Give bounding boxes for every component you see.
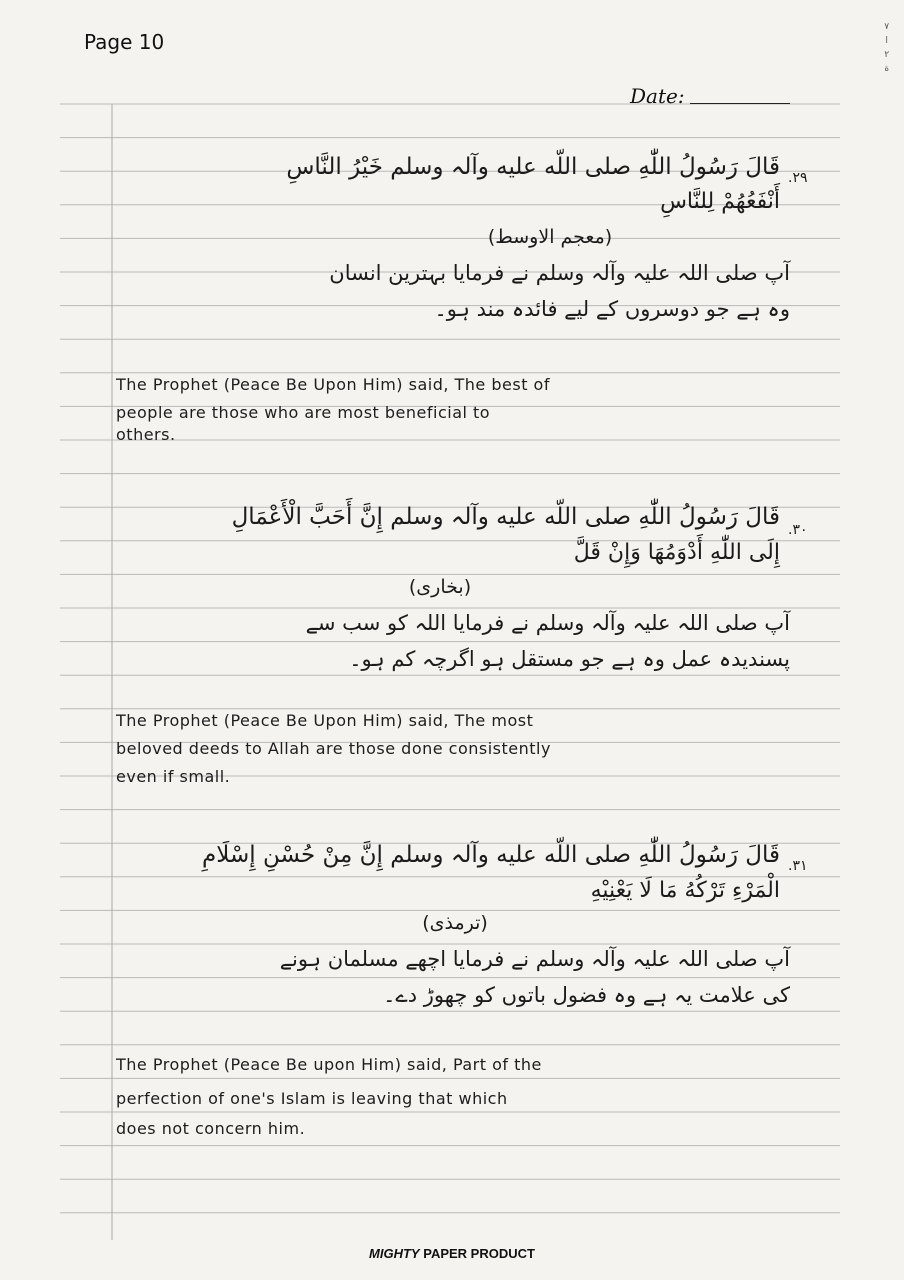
hadith-number: ۳۰.: [788, 522, 808, 538]
urdu-translation-line: پسندیدہ عمل وہ ہے جو مستقل ہو اگرچہ کم ہو۔: [349, 647, 790, 671]
edge-marks: [884, 20, 898, 76]
english-translation-line: does not concern him.: [116, 1119, 306, 1138]
arabic-text-line: إِلَى اللّٰهِ أَدْوَمُهَا وَإِنْ قَلَّ: [573, 540, 780, 565]
brand-name: MIGHTY: [369, 1246, 420, 1261]
english-translation-line: The Prophet (Peace Be upon Him) said, Part of the: [116, 1055, 542, 1074]
urdu-translation-line: کی علامت یہ ہے وہ فضول باتوں کو چھوڑ دے۔: [383, 983, 790, 1007]
english-translation-line: perfection of one's Islam is leaving that which: [116, 1089, 508, 1108]
edge-mark: ۷: [884, 22, 890, 32]
hadith-source: (معجم الاوسط): [487, 226, 613, 248]
notebook-brand-footer: [0, 1246, 904, 1261]
urdu-translation-line: آپ صلی اللہ علیہ وآلہ وسلم نے فرمایا بہترین انسان: [329, 261, 790, 285]
english-translation-line: beloved deeds to Allah are those done consistently: [116, 739, 551, 758]
edge-mark: ا: [884, 36, 890, 46]
hadith-source: (ترمذی): [422, 912, 488, 934]
hadith-number: ۲۹.: [788, 170, 808, 186]
ruled-sheet: [60, 70, 840, 1270]
urdu-translation-line: آپ صلی اللہ علیہ وآلہ وسلم نے فرمایا اللہ کو سب سے: [305, 611, 790, 635]
arabic-text-line: الْمَرْءِ تَرْکُهُ مَا لَا یَعْنِیْهِ: [590, 878, 780, 903]
arabic-text-line: قَالَ رَسُولُ اللّٰهِ صلی اللّه علیه وآلہ وسلم إِنَّ مِنْ حُسْنِ إِسْلَامِ: [202, 842, 780, 868]
date-label: Date:: [630, 84, 685, 108]
arabic-text-line: قَالَ رَسُولُ اللّٰهِ صلی اللّه علیه وآلہ وسلم إِنَّ أَحَبَّ الْأَعْمَالِ: [231, 504, 780, 530]
hadith-number: ۳۱.: [788, 858, 808, 874]
english-translation-line: The Prophet (Peace Be Upon Him) said, The best of: [116, 375, 550, 394]
urdu-translation-line: آپ صلی اللہ علیہ وآلہ وسلم نے فرمایا اچھے مسلمان ہونے: [279, 947, 790, 971]
arabic-text-line: أَنْفَعُهُمْ لِلنَّاسِ: [660, 189, 780, 214]
edge-mark: ة: [884, 64, 890, 74]
urdu-translation-line: وہ ہے جو دوسروں کے لیے فائدہ مند ہو۔: [434, 297, 790, 321]
english-translation-line: The Prophet (Peace Be Upon Him) said, The most: [116, 711, 534, 730]
page-label: Page 10: [84, 30, 165, 54]
english-translation-line: even if small.: [116, 767, 231, 786]
english-translation-line: others.: [116, 425, 176, 444]
date-line: [690, 103, 790, 104]
brand-tagline: PAPER PRODUCT: [423, 1246, 535, 1261]
english-translation-line: people are those who are most beneficial to: [116, 403, 491, 422]
edge-mark: ۲: [884, 50, 890, 60]
hadith-source: (بخاری): [408, 576, 472, 598]
arabic-text-line: قَالَ رَسُولُ اللّٰهِ صلی اللّه علیه وآلہ وسلم خَیْرُ النَّاسِ: [286, 154, 780, 180]
